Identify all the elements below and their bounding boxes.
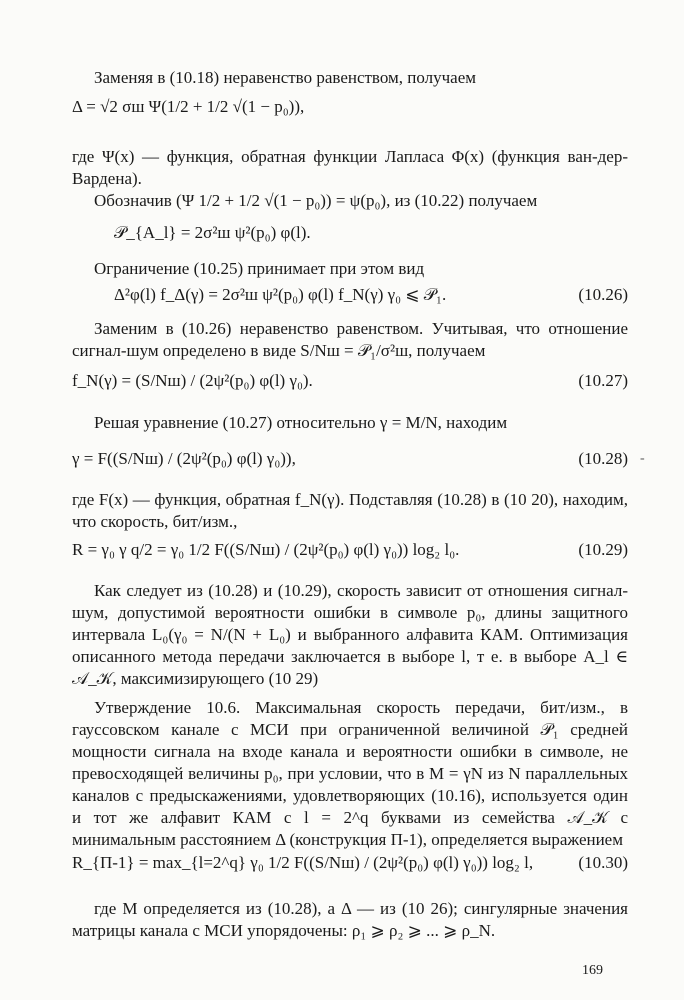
- equation-number-26: (10.26): [578, 285, 628, 304]
- paragraph-3: Обозначив (Ψ 1/2 + 1/2 √(1 − p₀)) = ψ(p₀), из (10.22) получаем: [94, 191, 538, 210]
- paragraph-10: где M определяется из (10.28), а Δ — из (10 26); сингулярные значения матрицы канала с МСИ упорядочены: ρ₁ ⩾ ρ₂ ⩾ ... ⩾ ρ_N.: [72, 899, 628, 940]
- formula-10-26: Δ²φ(l) f_Δ(γ) = 2σ²ш ψ²(p₀) φ(l) f_N(γ) γ₀ ⩽ 𝒫₁.: [114, 285, 447, 304]
- paragraph-7: где F(x) — функция, обратная f_N(γ). Подставляя (10.28) в (10 20), находим, что скорость, бит/изм.,: [72, 490, 628, 531]
- equation-10-29: [72, 537, 628, 563]
- formula-power: [72, 220, 628, 246]
- equation-10-28: [72, 446, 628, 472]
- paragraph-5: Заменим в (10.26) неравенство равенством. Учитывая, что отношение сигнал-шум определено в виде S/Nш = 𝒫₁/σ²ш, получаем: [72, 319, 628, 360]
- stray-mark: ‐: [640, 451, 645, 466]
- paragraph-1: Заменяя в (10.18) неравенство равенством, получаем: [94, 68, 477, 87]
- formula-delta: [72, 94, 628, 120]
- paragraph-2: где Ψ(x) — функция, обратная функции Лапласа Φ(x) (функция ван-дер-Вардена).: [72, 147, 628, 188]
- formula-10-30: R_{П-1} = max_{l=2^q} γ₀ 1/2 F((S/Nш) / (2ψ²(p₀) φ(l) γ₀)) log₂ l,: [72, 853, 534, 872]
- equation-10-27: [72, 368, 628, 394]
- paragraph-4: Ограничение (10.25) принимает при этом вид: [94, 259, 425, 278]
- paragraph-6: Решая уравнение (10.27) относительно γ = M/N, находим: [94, 413, 508, 432]
- page-number: 169: [582, 963, 603, 978]
- formula-10-27: f_N(γ) = (S/Nш) / (2ψ²(p₀) φ(l) γ₀).: [72, 371, 313, 390]
- equation-10-26: [72, 282, 628, 308]
- formula-10-29: R = γ₀ γ q/2 = γ₀ 1/2 F((S/Nш) / (2ψ²(p₀) φ(l) γ₀)) log₂ l₀.: [72, 540, 460, 559]
- equation-number-30: (10.30): [578, 853, 628, 872]
- formula-power-text: 𝒫_{A_l} = 2σ²ш ψ²(p₀) φ(l).: [114, 223, 311, 242]
- equation-number-27: (10.27): [578, 371, 628, 390]
- formula-delta-text: Δ = √2 σш Ψ(1/2 + 1/2 √(1 − p₀)),: [72, 97, 305, 116]
- paragraph-8: Как следует из (10.28) и (10.29), скорость зависит от отношения сигнал-шум, допустимой вероятности ошибки в символе p₀, длины защитного интервала L₀(γ₀ = N/(N + L₀) и выбранного алфавита КАМ. Оптимизация описанного метода передачи заключается в выборе l, т е. в выборе A_l ∈ 𝒜_𝒦, максимизирующего (10 29): [72, 581, 628, 688]
- equation-10-30: [72, 850, 628, 876]
- paragraph-9: Утверждение 10.6. Максимальная скорость передачи, бит/изм., в гауссовском канале с МСИ при ограниченной величиной 𝒫₁ средней мощности сигнала на входе канала и вероятности ошибки в символе, не превосходящей величины p₀, при условии, что в M = γN из N параллельных каналов с предыскажениями, удовлетворяющих (10.16), используется один и тот же алфавит КАМ с l = 2^q буквами из семейства 𝒜_𝒦 с минимальным расстоянием Δ (конструкция П-1), определяется выражением: [72, 698, 628, 849]
- equation-number-28: (10.28): [578, 449, 628, 468]
- equation-number-29: (10.29): [578, 540, 628, 559]
- formula-10-28: γ = F((S/Nш) / (2ψ²(p₀) φ(l) γ₀)),: [72, 449, 296, 468]
